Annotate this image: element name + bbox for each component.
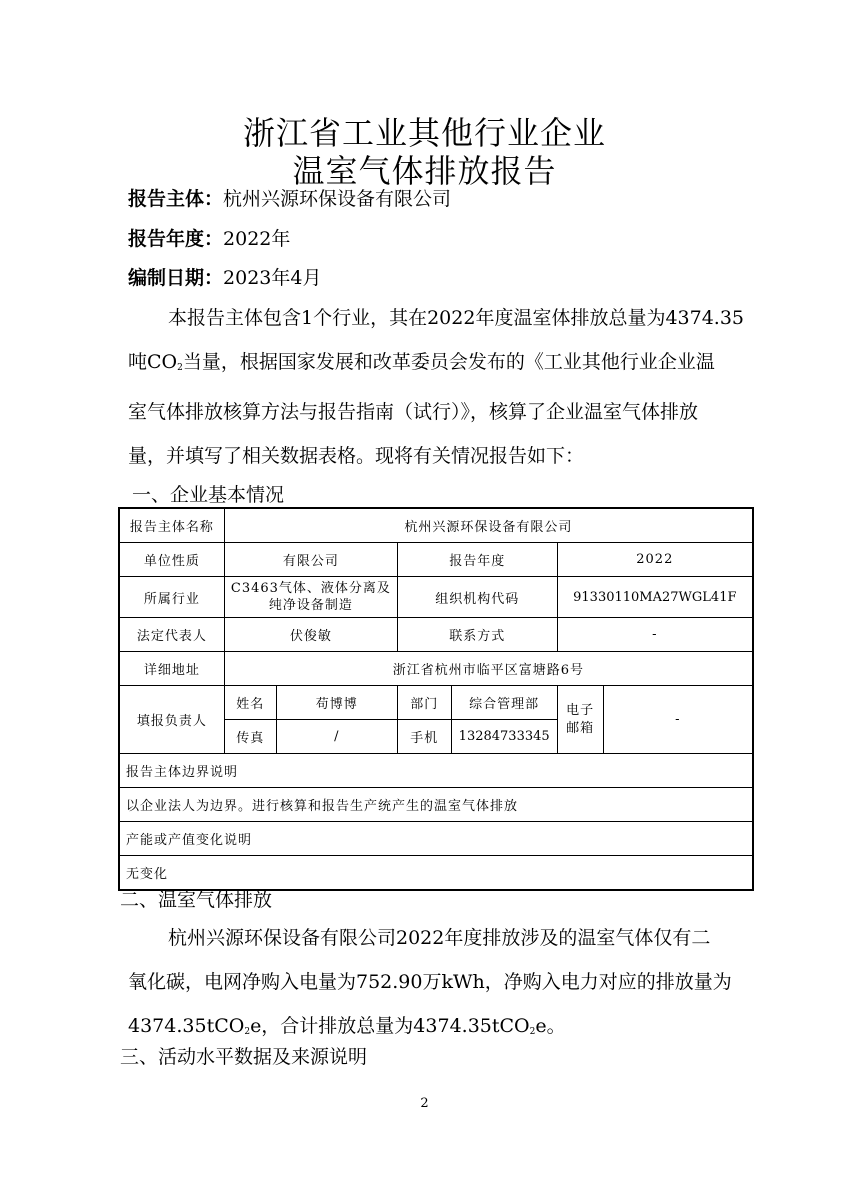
filler-label-cell: 填报负责人 (119, 686, 224, 754)
address-value-cell: 浙江省杭州市临平区富塘路6号 (224, 652, 753, 686)
meta-date-key: 编制日期： (128, 267, 224, 289)
meta-year-value: 2022年 (223, 228, 291, 250)
report-title-line2: 温室气体排放报告 (292, 152, 557, 190)
unit-nature-label-cell: 单位性质 (119, 543, 224, 577)
table-row (119, 822, 753, 856)
report-title-line1: 浙江省工业其他行业企业 (242, 114, 606, 152)
intro-paragraph (128, 296, 745, 478)
subject-value-cell: 杭州兴源环保设备有限公司 (224, 508, 753, 543)
change-label-cell: 产能或产值变化说明 (119, 822, 753, 856)
industry-label-cell: 所属行业 (119, 577, 224, 618)
meta-date (128, 263, 321, 290)
meta-year-key: 报告年度： (128, 228, 224, 250)
emission-line-3-sub2: 2 (529, 1027, 536, 1037)
section-2-heading: 二、温室气体排放 (120, 889, 273, 911)
boundary-value-cell: 以企业法人为边界。进行核算和报告生产统产生的温室气体排放 (119, 788, 753, 822)
table-row (119, 788, 753, 822)
contact-value-cell: - (557, 618, 753, 652)
dept-value-cell: 综合管理部 (451, 686, 557, 720)
email-label-line1: 电子 (566, 702, 595, 718)
meta-year (128, 224, 290, 251)
fax-value-cell: / (276, 720, 397, 754)
intro-line-4: 量，并填写了相关数据表格。现将有关情况报告如下： (128, 445, 585, 467)
section-3-heading: 三、活动水平数据及来源说明 (120, 1046, 368, 1068)
intro-line-2b: 当量，根据国家发展和改革委员会发布的《工业其他行业企业温 (182, 351, 715, 373)
fax-label-cell: 传真 (224, 720, 276, 754)
email-label-cell (557, 686, 603, 754)
boundary-label-cell: 报告主体边界说明 (119, 754, 753, 788)
table-row (119, 754, 753, 788)
meta-subject (128, 184, 451, 211)
name-value-cell: 苟博博 (276, 686, 397, 720)
table-row (119, 508, 753, 543)
table-row (119, 652, 753, 686)
org-code-label-cell: 组织机构代码 (397, 577, 557, 618)
emission-line-3-sub1: 2 (244, 1027, 251, 1037)
section-1-heading: 一、企业基本情况 (132, 484, 285, 506)
change-value-cell: 无变化 (119, 856, 753, 891)
intro-line-3: 室气体排放核算方法与报告指南（试行）》，核算了企业温室气体排放 (128, 401, 699, 423)
unit-nature-value-cell: 有限公司 (224, 543, 397, 577)
intro-line-1: 本报告主体包含1个行业，其在2022年度温室体排放总量为4374.35 (168, 307, 745, 329)
report-year-label-cell: 报告年度 (397, 543, 557, 577)
intro-line-2 (128, 340, 738, 390)
emission-line-3c: e。 (535, 1015, 566, 1037)
name-label-cell: 姓名 (224, 686, 276, 720)
subject-label-cell: 报告主体名称 (119, 508, 224, 543)
industry-value-cell (224, 577, 397, 618)
report-year-value-cell: 2022 (557, 543, 753, 577)
intro-line-2-sub: 2 (177, 363, 183, 373)
mobile-value-cell: 13284733345 (451, 720, 557, 754)
meta-subject-key: 报告主体： (128, 188, 224, 210)
mobile-label-cell: 手机 (397, 720, 451, 754)
emission-line-2: 氧化碳，电网净购入电量为752.90万kWh，净购入电力对应的排放量为 (128, 971, 732, 993)
industry-value-line1: C3463气体、液体分离及 (230, 581, 391, 596)
contact-label-cell: 联系方式 (397, 618, 557, 652)
industry-value-line2: 纯净设备制造 (268, 598, 353, 613)
table-row (119, 577, 753, 618)
email-label-line2: 邮箱 (566, 720, 595, 736)
legal-rep-value-cell: 伏俊敏 (224, 618, 397, 652)
emission-line-3a: 4374.35tCO (128, 1015, 245, 1037)
emission-paragraph (128, 916, 738, 1054)
meta-date-value: 2023年4月 (223, 267, 322, 289)
legal-rep-label-cell: 法定代表人 (119, 618, 224, 652)
table-row (119, 686, 753, 720)
page-number: 2 (420, 1096, 429, 1111)
org-code-value-cell: 91330110MA27WGL41F (557, 577, 753, 618)
dept-label-cell: 部门 (397, 686, 451, 720)
meta-subject-value: 杭州兴源环保设备有限公司 (223, 188, 452, 210)
table-row (119, 543, 753, 577)
emission-line-1: 杭州兴源环保设备有限公司2022年度排放涉及的温室气体仅有二 (168, 927, 711, 949)
email-value-cell: - (603, 686, 753, 754)
company-info-table (118, 507, 754, 891)
emission-line-3b: e，合计排放总量为4374.35tCO (250, 1015, 530, 1037)
address-label-cell: 详细地址 (119, 652, 224, 686)
intro-line-2a: 吨CO (128, 351, 178, 373)
table-row (119, 618, 753, 652)
